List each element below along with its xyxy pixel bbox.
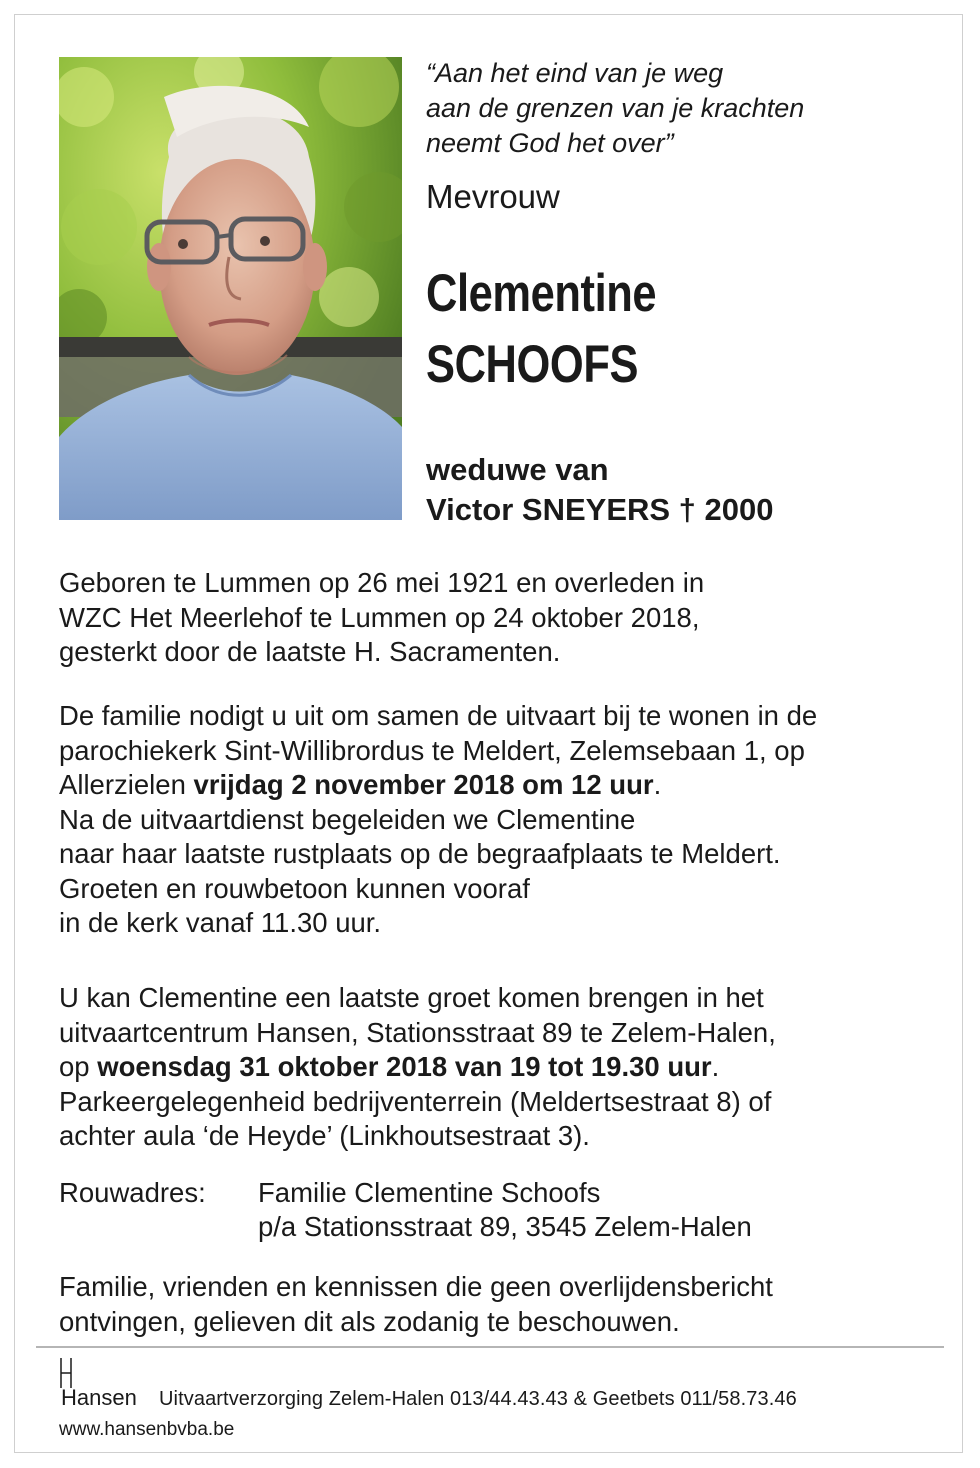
text-line: parochiekerk Sint-Willibrordus te Meldert, Zelemsebaan 1, op (59, 734, 805, 766)
hansen-logo (59, 1356, 151, 1416)
contact-info: Uitvaartverzorging Zelem-Halen 013/44.43.43 & Geetbets 011/58.73.46 (159, 1388, 797, 1410)
website-link[interactable]: www.hansenbvba.be (59, 1419, 235, 1440)
address-line-2: p/a Stationsstraat 89, 3545 Zelem-Halen (258, 1211, 752, 1242)
text-line: Geboren te Lummen op 26 mei 1921 en overleden in (59, 567, 705, 598)
text-line: Familie, vrienden en kennissen die geen overlijdensbericht (59, 1271, 773, 1302)
widow-label: weduwe van (426, 452, 609, 487)
text-line (59, 1050, 776, 1085)
text-line: gesterkt door de laatste H. Sacramenten. (59, 636, 561, 667)
text-line: Groeten en rouwbetoon kunnen vooraf (59, 872, 530, 904)
brand-name: Hansen (61, 1385, 137, 1410)
closing-paragraph (59, 1270, 773, 1339)
text-line: achter aula ‘de Heyde’ (Linkhoutsestraat 3). (59, 1120, 590, 1151)
deceased-first-name: Clementine (426, 264, 657, 323)
quote-line-1: “Aan het eind van je weg (426, 58, 724, 88)
footer-divider (36, 1346, 944, 1348)
text-line: U kan Clementine een laatste groet komen brengen in het (59, 982, 764, 1013)
text-line: uitvaartcentrum Hansen, Stationsstraat 89 te Zelem-Halen, (59, 1016, 776, 1048)
address-label: Rouwadres: (59, 1177, 206, 1208)
memorial-quote (426, 56, 804, 161)
portrait-photo (59, 57, 402, 520)
funeral-paragraph (59, 699, 817, 941)
deceased-name (426, 258, 656, 400)
text-line (59, 768, 817, 803)
birth-death-paragraph (59, 566, 704, 670)
text-line: De familie nodigt u uit om samen de uitvaart bij te wonen in de (59, 700, 818, 731)
visitation-paragraph (59, 981, 776, 1154)
text-line: naar haar laatste rustplaats op de begraafplaats te Meldert. (59, 838, 781, 869)
text-line: Parkeergelegenheid bedrijventerrein (Meldertsestraat 8) of (59, 1085, 772, 1117)
honorific: Mevrouw (426, 178, 560, 215)
text-line: ontvingen, gelieven dit als zodanig te beschouwen. (59, 1305, 680, 1337)
deceased-last-name: SCHOOFS (426, 335, 639, 394)
text-span: op (59, 1051, 98, 1082)
text-span: Allerzielen (59, 769, 194, 800)
text-span: . (711, 1051, 720, 1082)
visitation-date: woensdag 31 oktober 2018 van 19 tot 19.30 uur (97, 1051, 712, 1082)
text-line: in de kerk vanaf 11.30 uur. (59, 907, 382, 938)
quote-line-2: aan de grenzen van je krachten (426, 93, 805, 123)
funeral-date: vrijdag 2 november 2018 om 12 uur (193, 769, 654, 800)
quote-line-3: neemt God het over” (426, 128, 674, 158)
text-span: . (653, 769, 662, 800)
spouse-name: Victor SNEYERS † 2000 (426, 492, 774, 527)
text-line: WZC Het Meerlehof te Lummen op 24 oktober 2018, (59, 601, 700, 633)
widow-of (426, 450, 774, 530)
text-line: Na de uitvaartdienst begeleiden we Clementine (59, 803, 636, 835)
address-line-1: Familie Clementine Schoofs (258, 1177, 601, 1208)
